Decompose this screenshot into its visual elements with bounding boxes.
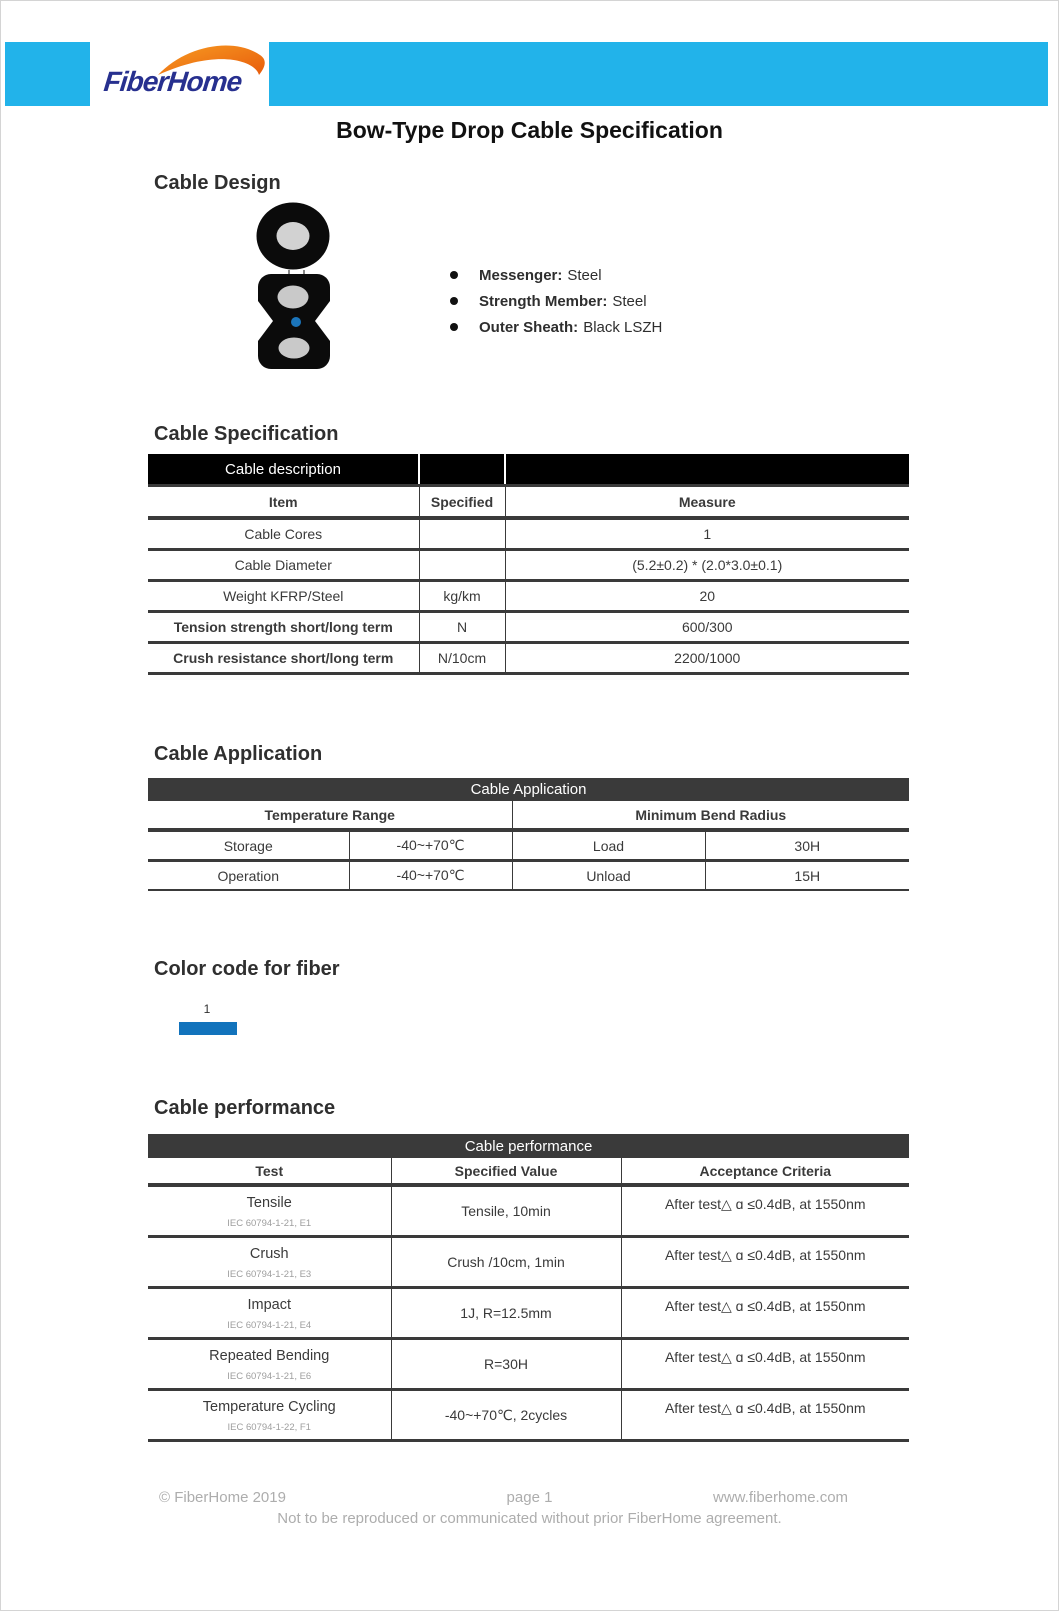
header-band-right (269, 42, 1048, 106)
cable-performance-table (148, 1134, 909, 1442)
test-standard: IEC 60794-1-21, E1 (227, 1218, 312, 1229)
footer-page-number: page 1 (506, 1489, 553, 1506)
test-name: Tensile (246, 1195, 292, 1211)
table-row: Crush IEC 60794-1-21, E3 Crush /10cm, 1min After test△ ɑ ≤0.4dB, at 1550nm (148, 1237, 909, 1288)
bullet-value: Black LSZH (583, 318, 663, 336)
fiber-number-label: 1 (203, 1002, 211, 1016)
footer-copyright: © FiberHome 2019 (159, 1489, 286, 1506)
page-title: Bow-Type Drop Cable Specification (336, 117, 723, 143)
test-name: Temperature Cycling (202, 1399, 336, 1415)
table-title-cell: Cable Application (148, 778, 909, 801)
table-row: Repeated Bending IEC 60794-1-21, E6 R=30H After test△ ɑ ≤0.4dB, at 1550nm (148, 1339, 909, 1390)
fiberhome-logo (90, 42, 269, 106)
section-heading-cable-design: Cable Design (154, 172, 281, 194)
table-row: Cable Diameter (5.2±0.2) * (2.0*3.0±0.1) (148, 550, 909, 581)
section-heading-cable-performance: Cable performance (154, 1097, 336, 1119)
test-name: Repeated Bending (209, 1348, 330, 1364)
table-title-cell: Cable performance (148, 1134, 909, 1158)
list-item (450, 314, 662, 340)
bullet-label: Outer Sheath: (479, 318, 579, 336)
table-row: Tensile IEC 60794-1-21, E1 Tensile, 10min After test△ ɑ ≤0.4dB, at 1550nm (148, 1185, 909, 1237)
list-item (450, 262, 662, 288)
table-row: Operation -40~+70℃ Unload 15H (148, 861, 909, 891)
test-standard: IEC 60794-1-21, E4 (227, 1320, 312, 1331)
bullet-icon (450, 297, 458, 305)
table-row (148, 486, 909, 519)
table-row: Tension strength short/long term N 600/300 (148, 612, 909, 643)
cable-application-table (148, 778, 909, 891)
bullet-label: Strength Member: (479, 292, 608, 310)
cable-specification-table (148, 454, 909, 675)
column-header: Specified (419, 486, 505, 519)
bullet-value: Steel (612, 292, 647, 310)
table-row (148, 1134, 909, 1158)
table-row: Temperature Cycling IEC 60794-1-22, F1 -40~+70℃, 2cycles After test△ ɑ ≤0.4dB, at 1550nm (148, 1390, 909, 1441)
column-header: Minimum Bend Radius (512, 801, 909, 830)
table-row: Weight KFRP/Steel kg/km 20 (148, 581, 909, 612)
logo-wordmark: FiberHome (102, 66, 243, 97)
test-standard: IEC 60794-1-21, E6 (227, 1371, 312, 1382)
column-header: Temperature Range (148, 801, 512, 830)
section-heading-cable-specification: Cable Specification (154, 423, 339, 445)
bullet-icon (450, 323, 458, 331)
test-name: Crush (249, 1246, 289, 1262)
table-row: Impact IEC 60794-1-21, E4 1J, R=12.5mm After test△ ɑ ≤0.4dB, at 1550nm (148, 1288, 909, 1339)
table-row: Storage -40~+70℃ Load 30H (148, 830, 909, 861)
test-standard: IEC 60794-1-21, E3 (227, 1269, 312, 1280)
test-standard: IEC 60794-1-22, F1 (227, 1422, 311, 1433)
bullet-icon (450, 271, 458, 279)
table-title-cell: Cable description (148, 454, 419, 486)
section-heading-color-code: Color code for fiber (154, 958, 340, 980)
footer-website: www.fiberhome.com (713, 1489, 849, 1506)
footer-notice: Not to be reproduced or communicated without prior FiberHome agreement. (277, 1510, 782, 1527)
list-item (450, 288, 662, 314)
table-row: Crush resistance short/long term N/10cm 2200/1000 (148, 643, 909, 674)
column-header: Test (148, 1158, 391, 1185)
cable-cross-section-figure (249, 198, 339, 373)
fiber-color-swatch (179, 1022, 237, 1035)
table-row (148, 778, 909, 801)
table-row (148, 801, 909, 830)
table-row: Cable Cores 1 (148, 518, 909, 550)
bullet-label: Messenger: (479, 266, 563, 284)
table-row (148, 454, 909, 486)
column-header: Measure (505, 486, 909, 519)
column-header: Item (148, 486, 419, 519)
bullet-value: Steel (567, 266, 602, 284)
section-heading-cable-application: Cable Application (154, 743, 323, 765)
test-name: Impact (247, 1297, 291, 1313)
header-band-left (5, 42, 90, 106)
cable-design-bullet-list (450, 262, 662, 340)
column-header: Acceptance Criteria (621, 1158, 909, 1185)
column-header: Specified Value (391, 1158, 621, 1185)
table-row (148, 1158, 909, 1185)
